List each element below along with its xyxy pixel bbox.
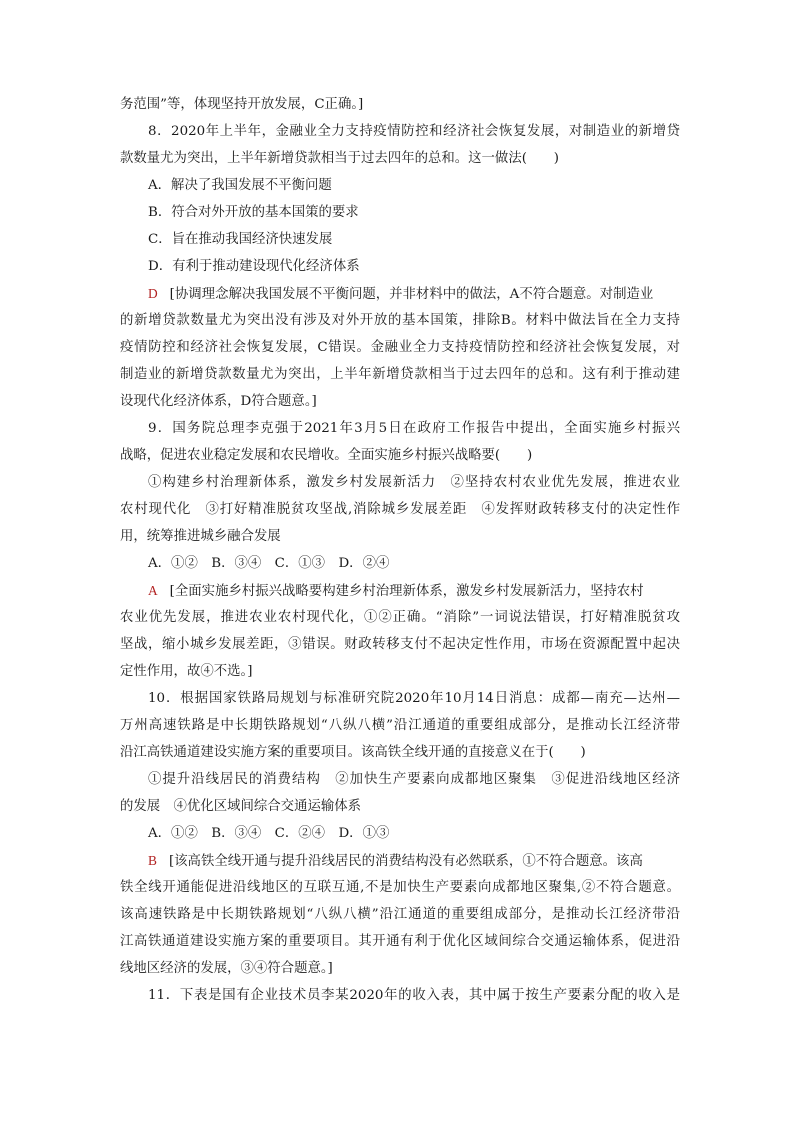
question-stem: 沿江高铁通道建设实施方案的重要项目。该高铁全线开通的直接意义在于( ) bbox=[120, 745, 586, 760]
question-10 bbox=[120, 685, 680, 982]
statement-list: 用，统筹推进城乡融合发展 bbox=[120, 529, 281, 544]
explanation-text: 疫情防控和经济社会恢复发展，C错误。金融业全力支持疫情防控和经济社会恢复发展，对 bbox=[120, 340, 680, 355]
question-9 bbox=[120, 415, 680, 685]
answer-explanation bbox=[120, 577, 680, 604]
option-row: A．①② B．③④ C．①③ D．②④ bbox=[148, 556, 390, 571]
explanation-text: 设现代化经济体系，D符合题意。] bbox=[120, 394, 317, 409]
answer-explanation bbox=[120, 847, 680, 874]
option-row: A．①② B．③④ C．②④ D．①③ bbox=[148, 826, 390, 841]
text-line: 务范围”等，体现坚持开放发展，C正确。] bbox=[120, 97, 364, 112]
explanation-text: 坚战，缩小城乡发展差距，③错误。财政转移支付不起决定性作用，市场在资源配置中起决 bbox=[120, 637, 680, 652]
answer-letter: D bbox=[148, 286, 158, 301]
explanation-text: 江高铁通道建设实施方案的重要项目。其开通有利于优化区域间综合交通运输体系，促进沿 bbox=[120, 934, 680, 949]
explanation-text: 制造业的新增贷款数量尤为突出，上半年新增贷款相当于过去四年的总和。这有利于推动建 bbox=[120, 367, 680, 382]
explanation-text: [该高铁全线开通与提升沿线居民的消费结构没有必然联系，①不符合题意。该高 bbox=[168, 854, 643, 869]
explanation-text: [全面实施乡村振兴战略要构建乡村治理新体系，激发乡村发展新活力，坚持农村 bbox=[169, 584, 644, 599]
option-c: C．旨在推动我国经济快速发展 bbox=[148, 232, 333, 247]
question-stem: 9．国务院总理李克强于2021年3月5日在政府工作报告中提出，全面实施乡村振兴 bbox=[148, 421, 680, 436]
explanation-text: [协调理念解决我国发展不平衡问题，并非材料中的做法，A不符合题意。对制造业 bbox=[169, 287, 654, 302]
option-a: A．解决了我国发展不平衡问题 bbox=[148, 178, 332, 193]
statement-list: 的发展 ④优化区域间综合交通运输体系 bbox=[120, 799, 362, 814]
option-b: B．符合对外开放的基本国策的要求 bbox=[148, 205, 359, 220]
statement-list: ①提升沿线居民的消费结构 ②加快生产要素向成都地区聚集 ③促进沿线地区经济 bbox=[148, 772, 680, 787]
question-stem: 款数量尤为突出，上半年新增贷款相当于过去四年的总和。这一做法( ) bbox=[120, 151, 559, 166]
question-stem: 10．根据国家铁路局规划与标准研究院2020年10月14日消息：成都—南充—达州— bbox=[148, 691, 680, 706]
explanation-text: 线地区经济的发展，③④符合题意。] bbox=[120, 961, 333, 976]
explanation-text: 的新增贷款数量尤为突出没有涉及对外开放的基本国策，排除B。材料中做法旨在全力支持 bbox=[120, 313, 680, 328]
question-stem: 11．下表是国有企业技术员李某2020年的收入表，其中属于按生产要素分配的收入是 bbox=[148, 988, 680, 1003]
explanation-text: 农业优先发展，推进农业农村现代化，①②正确。“消除”一词说法错误，打好精准脱贫攻 bbox=[120, 610, 680, 625]
explanation-text: 定性作用，故④不选。] bbox=[120, 664, 253, 679]
question-stem: 万州高速铁路是中长期铁路规划“八纵八横”沿江通道的重要组成部分，是推动长江经济带 bbox=[120, 718, 680, 733]
document-body bbox=[120, 91, 680, 1009]
answer-letter: B bbox=[148, 853, 157, 868]
option-d: D．有利于推动建设现代化经济体系 bbox=[148, 259, 360, 274]
question-11 bbox=[120, 982, 680, 1009]
question-stem: 战略，促进农业稳定发展和农民增收。全面实施乡村振兴战略要( ) bbox=[120, 448, 533, 463]
question-stem: 8．2020年上半年，金融业全力支持疫情防控和经济社会恢复发展，对制造业的新增贷 bbox=[148, 124, 680, 139]
answer-letter: A bbox=[148, 583, 158, 598]
statement-list: ①构建乡村治理新体系，激发乡村发展新活力 ②坚持农村农业优先发展，推进农业 bbox=[148, 475, 680, 490]
answer-explanation bbox=[120, 280, 680, 307]
explanation-text: 铁全线开通能促进沿线地区的互联互通,不是加快生产要素向成都地区聚集,②不符合题意。 bbox=[120, 880, 680, 895]
statement-list: 农村现代化 ③打好精准脱贫攻坚战,消除城乡发展差距 ④发挥财政转移支付的决定性作 bbox=[120, 502, 680, 517]
question-8 bbox=[120, 118, 680, 415]
explanation-text: 该高速铁路是中长期铁路规划“八纵八横”沿江通道的重要组成部分，是推动长江经济带沿 bbox=[120, 907, 680, 922]
